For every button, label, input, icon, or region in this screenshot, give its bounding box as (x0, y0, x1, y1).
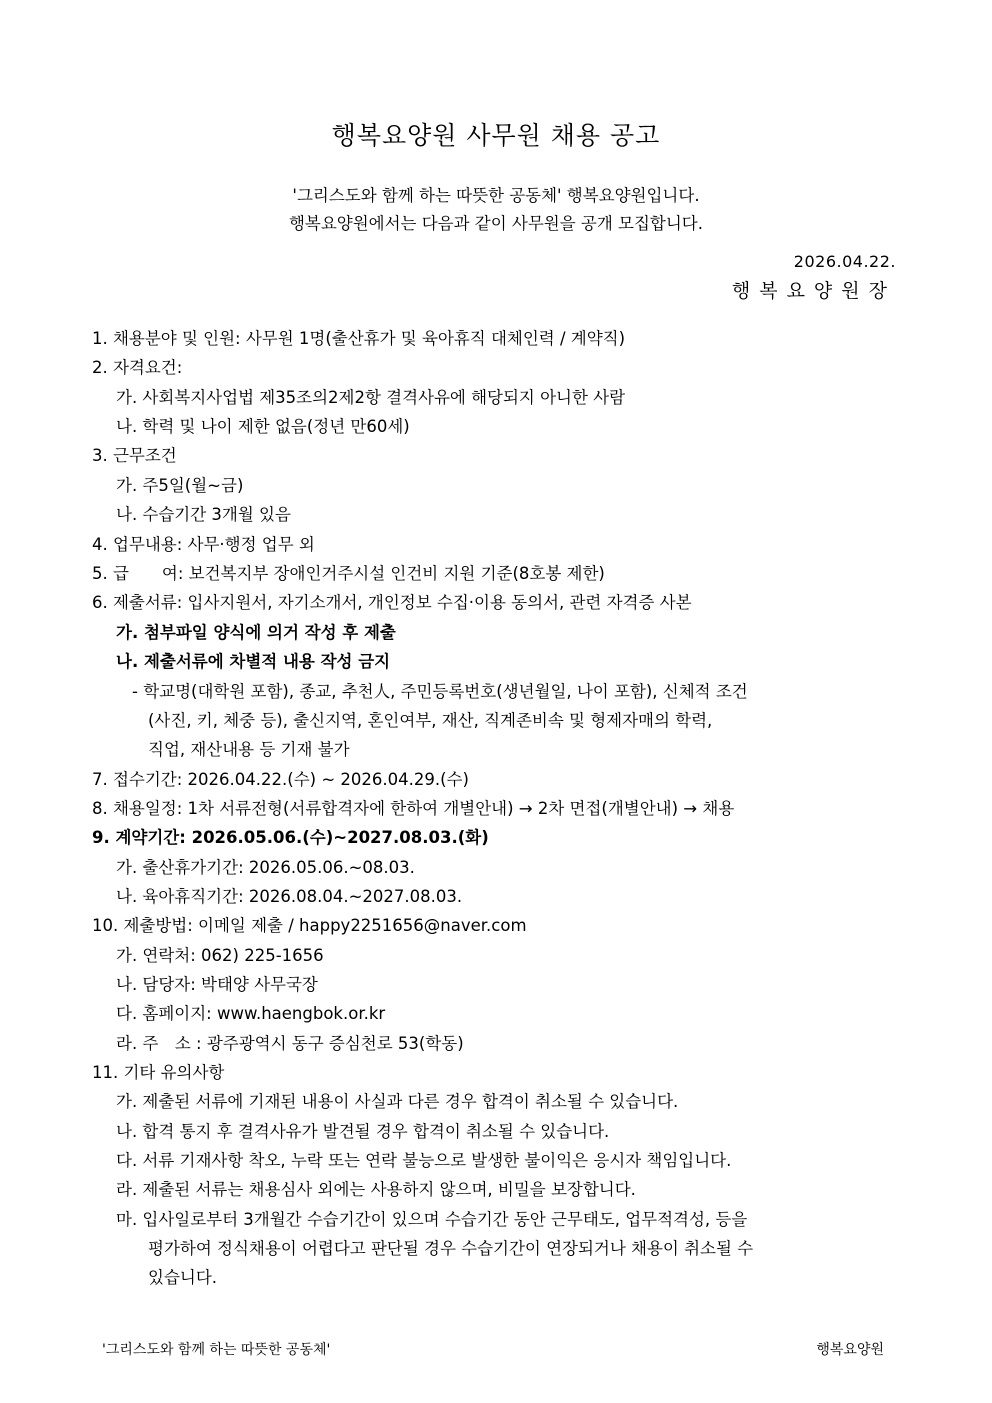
section-11-item-a: 가. 제출된 서류에 기재된 내용이 사실과 다른 경우 합격이 취소될 수 있습니다. (116, 1092, 679, 1111)
section-8: 8. 채용일정: 1차 서류전형(서류합격자에 한하여 개별안내) → 2차 면접(개별안내) → 채용 (92, 799, 735, 818)
section-5: 5. 급 여: 보건복지부 장애인거주시설 인건비 지원 기준(8호봉 제한) (92, 564, 605, 583)
notice-date: 2026.04.22. (793, 252, 896, 271)
section-2-item-a: 가. 사회복지사업법 제35조의2제2항 결격사유에 해당되지 아니한 사람 (116, 388, 626, 407)
section-7: 7. 접수기간: 2026.04.22.(수) ~ 2026.04.29.(수) (92, 770, 469, 789)
section-3: 3. 근무조건 (92, 446, 177, 465)
section-9-item-a: 가. 출산휴가기간: 2026.05.06.~08.03. (116, 858, 415, 877)
section-10-item-d: 라. 주 소 : 광주광역시 동구 증심천로 53(학동) (116, 1034, 464, 1053)
section-11: 11. 기타 유의사항 (92, 1063, 225, 1082)
section-11-item-e-cont-2: 있습니다. (148, 1268, 218, 1287)
section-6-note-2: (사진, 키, 체중 등), 출신지역, 혼인여부, 재산, 직계존비속 및 형제자매의 학력, (148, 711, 713, 730)
section-6-item-a: 가. 첨부파일 양식에 의거 작성 후 제출 (116, 623, 396, 642)
section-6-item-b: 나. 제출서류에 차별적 내용 작성 금지 (116, 652, 391, 671)
section-10-item-b: 나. 담당자: 박태양 사무국장 (116, 975, 318, 994)
section-1: 1. 채용분야 및 인원: 사무원 1명(출산휴가 및 육아휴직 대체인력 / 계약직) (92, 329, 626, 348)
signature: 행복요양원장 (731, 280, 896, 302)
section-6: 6. 제출서류: 입사지원서, 자기소개서, 개인정보 수집·이용 동의서, 관련 자격증 사본 (92, 593, 692, 612)
section-3-item-a: 가. 주5일(월~금) (116, 476, 244, 495)
section-2-item-b: 나. 학력 및 나이 제한 없음(정년 만60세) (116, 417, 410, 436)
section-9-item-b: 나. 육아휴직기간: 2026.08.04.~2027.08.03. (116, 887, 463, 906)
section-10-item-c: 다. 홈페이지: www.haengbok.or.kr (116, 1004, 386, 1023)
section-11-item-e-cont-1: 평가하여 정식채용이 어렵다고 판단될 경우 수습기간이 연장되거나 채용이 취소될 수 (148, 1239, 754, 1258)
section-11-item-e: 마. 입사일로부터 3개월간 수습기간이 있으며 수습기간 동안 근무태도, 업무적격성, 등을 (116, 1210, 748, 1229)
section-4: 4. 업무내용: 사무·행정 업무 외 (92, 535, 315, 554)
intro-line-2: 행복요양원에서는 다음과 같이 사무원을 공개 모집합니다. (288, 214, 703, 233)
section-10-item-a: 가. 연락처: 062) 225-1656 (116, 946, 324, 965)
section-6-note-3: 직업, 재산내용 등 기재 불가 (148, 740, 350, 759)
section-2: 2. 자격요건: (92, 358, 183, 377)
section-11-item-b: 나. 합격 통지 후 결격사유가 발견될 경우 합격이 취소될 수 있습니다. (116, 1122, 610, 1141)
section-11-item-d: 라. 제출된 서류는 채용심사 외에는 사용하지 않으며, 비밀을 보장합니다. (116, 1180, 636, 1199)
intro-line-1: '그리스도와 함께 하는 따뜻한 공동체' 행복요양원입니다. (292, 186, 700, 205)
footer-slogan: '그리스도와 함께 하는 따뜻한 공동체' (102, 1342, 331, 1358)
footer-org-name: 행복요양원 (816, 1342, 884, 1358)
section-10: 10. 제출방법: 이메일 제출 / happy2251656@naver.com (92, 916, 527, 935)
section-9: 9. 계약기간: 2026.05.06.(수)~2027.08.03.(화) (92, 828, 489, 847)
section-3-item-b: 나. 수습기간 3개월 있음 (116, 505, 291, 524)
page-title: 행복요양원 사무원 채용 공고 (331, 121, 661, 150)
section-6-note-1: - 학교명(대학원 포함), 종교, 추천人, 주민등록번호(생년월일, 나이 포함), 신체적 조건 (132, 682, 748, 701)
section-11-item-c: 다. 서류 기재사항 착오, 누락 또는 연락 불능으로 발생한 불이익은 응시자 책임입니다. (116, 1151, 732, 1170)
